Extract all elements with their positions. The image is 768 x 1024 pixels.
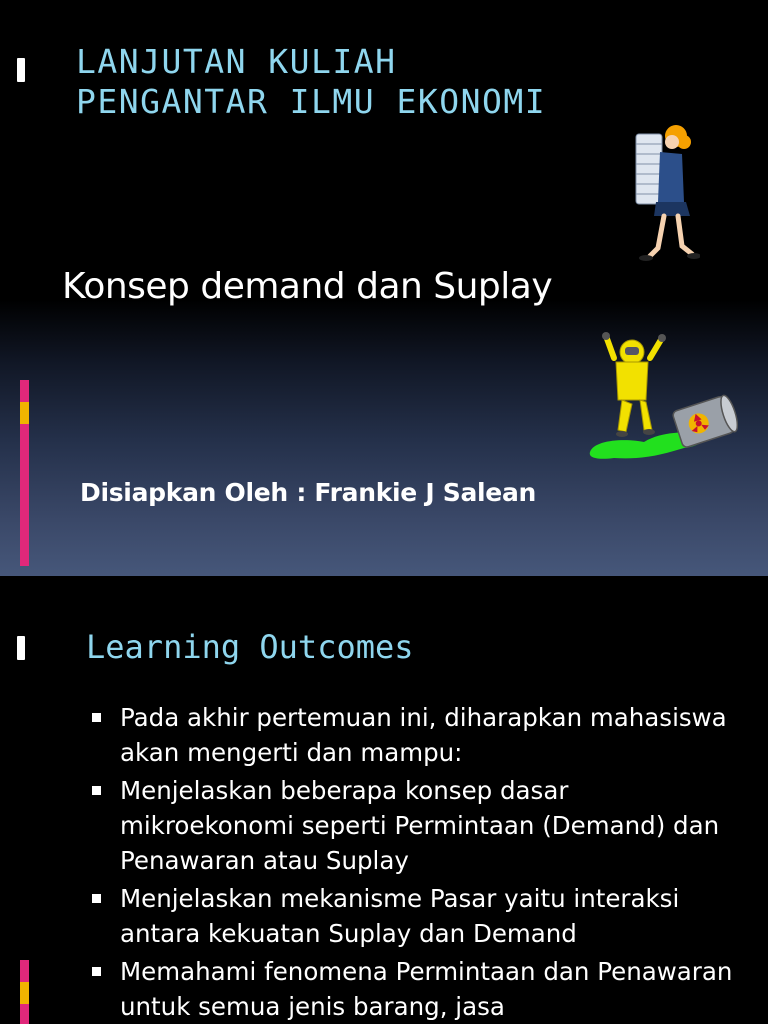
slide-subtitle: Konsep demand dan Suplay (62, 266, 553, 307)
woman-carrying-plates-icon (620, 120, 700, 270)
list-item: Menjelaskan beberapa konsep dasar mikroekonomi seperti Permintaan (Demand) dan Penawaran atau Suplay (90, 773, 740, 878)
slide-marker (17, 636, 25, 660)
hazmat-worker-spill-icon (584, 330, 744, 466)
slide-2 (0, 576, 768, 1024)
accent-stripe-yellow (20, 402, 29, 424)
author-line: Disiapkan Oleh : Frankie J Salean (80, 478, 537, 507)
slide-marker (17, 58, 25, 82)
list-item: Memahami fenomena Permintaan dan Penawaran untuk semua jenis barang, jasa (90, 954, 740, 1024)
slide-title (76, 42, 546, 122)
slide-title-line-2: PENGANTAR ILMU EKONOMI (76, 82, 547, 121)
list-item: Menjelaskan mekanisme Pasar yaitu interaksi antara kekuatan Suplay dan Demand (90, 881, 740, 951)
list-item: Pada akhir pertemuan ini, diharapkan mahasiswa akan mengerti dan mampu: (90, 700, 740, 770)
slide-title-line-1: LANJUTAN KULIAH (76, 42, 397, 81)
slide-title: Learning Outcomes (86, 628, 414, 666)
accent-stripe-pink (20, 960, 29, 982)
accent-stripe-pink-lower (20, 424, 29, 566)
accent-stripe-yellow (20, 982, 29, 1004)
accent-stripe-pink-lower (20, 1004, 29, 1024)
bullet-list (90, 700, 740, 1024)
accent-stripe-pink (20, 380, 29, 402)
